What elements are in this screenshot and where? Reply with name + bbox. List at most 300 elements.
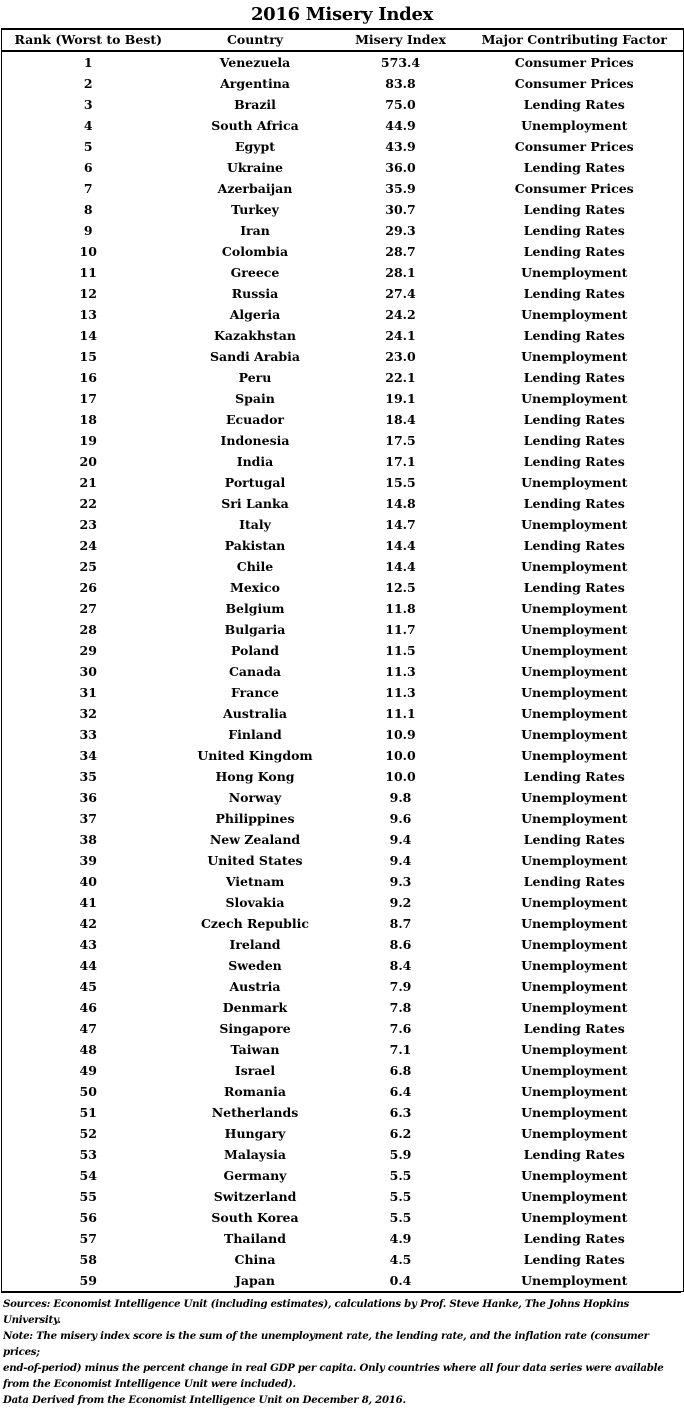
country-cell: Japan (175, 1270, 336, 1292)
country-cell: Bulgaria (224, 621, 286, 637)
misery-index-cell: 9.2 (389, 894, 412, 910)
contributing-factor-cell: Lending Rates (466, 199, 684, 220)
table-row (2, 766, 684, 787)
contributing-factor-cell: Unemployment (466, 1081, 684, 1102)
country-cell: Turkey (231, 201, 279, 217)
country-cell: Slovakia (225, 894, 285, 910)
country-cell: United Kingdom (197, 747, 313, 763)
contributing-factor-cell: Unemployment (466, 703, 684, 724)
rank-cell: 52 (2, 1123, 175, 1144)
contributing-factor-cell: Lending Rates (466, 367, 684, 388)
misery-index-cell: 8.7 (389, 915, 412, 931)
table-row (2, 388, 684, 409)
column-header-contributing-factor: Major Contributing Factor (466, 29, 684, 51)
misery-index-cell: 6.4 (389, 1083, 412, 1099)
misery-index-cell: 83.8 (385, 75, 416, 91)
country-cell: Indonesia (220, 432, 290, 448)
rank-cell: 56 (2, 1207, 175, 1228)
table-row (2, 1060, 684, 1081)
table-row (2, 493, 684, 514)
table-row (2, 556, 684, 577)
contributing-factor-cell: Lending Rates (466, 409, 684, 430)
misery-index-cell: 9.3 (389, 873, 412, 889)
table-row (2, 640, 684, 661)
contributing-factor-cell: Lending Rates (466, 829, 684, 850)
table-row (2, 472, 684, 493)
country-cell: Taiwan (230, 1041, 280, 1057)
rank-cell: 20 (2, 451, 175, 472)
table-row (2, 1228, 684, 1249)
contributing-factor-cell: Unemployment (466, 850, 684, 871)
country-cell: Canada (228, 663, 282, 679)
misery-index-cell: 43.9 (385, 138, 416, 154)
country-cell: South Korea (211, 1209, 299, 1225)
contributing-factor-cell: Unemployment (466, 1060, 684, 1081)
contributing-factor-cell: Lending Rates (466, 1249, 684, 1270)
rank-cell: 57 (2, 1228, 175, 1249)
table-row (2, 157, 684, 178)
misery-index-cell: 10.0 (385, 747, 416, 763)
rank-cell: 49 (2, 1060, 175, 1081)
country-cell: Finland (228, 726, 282, 742)
misery-index-table (1, 28, 684, 1292)
misery-index-cell: 18.4 (385, 411, 416, 427)
contributing-factor-cell: Unemployment (466, 1165, 684, 1186)
country-cell: Switzerland (213, 1188, 297, 1204)
table-body (2, 51, 684, 1292)
country-cell: Ukraine (226, 159, 284, 175)
rank-cell: 2 (2, 73, 175, 94)
misery-index-cell: 12.5 (385, 579, 416, 595)
misery-index-cell: 7.9 (389, 978, 412, 994)
rank-cell: 53 (2, 1144, 175, 1165)
country-cell: Portugal (224, 474, 286, 490)
contributing-factor-cell: Unemployment (466, 934, 684, 955)
contributing-factor-cell: Unemployment (466, 1270, 684, 1292)
table-row (2, 1018, 684, 1039)
misery-index-cell: 9.4 (389, 831, 412, 847)
contributing-factor-cell: Lending Rates (466, 1228, 684, 1249)
contributing-factor-cell: Unemployment (466, 955, 684, 976)
contributing-factor-cell: Lending Rates (466, 94, 684, 115)
misery-index-cell: 19.1 (385, 390, 416, 406)
misery-index-cell: 573.4 (380, 54, 421, 70)
rank-cell: 22 (2, 493, 175, 514)
misery-index-cell: 6.2 (389, 1125, 412, 1141)
rank-cell: 16 (2, 367, 175, 388)
table-row (2, 787, 684, 808)
country-cell: Malaysia (224, 1146, 286, 1162)
misery-index-cell: 9.4 (389, 852, 412, 868)
country-cell: Philippines (215, 810, 295, 826)
rank-cell: 31 (2, 682, 175, 703)
misery-index-cell: 22.1 (385, 369, 416, 385)
country-cell: Poland (230, 642, 280, 658)
contributing-factor-cell: Unemployment (466, 640, 684, 661)
country-cell: Hong Kong (215, 768, 295, 784)
contributing-factor-cell: Unemployment (466, 472, 684, 493)
rank-cell: 36 (2, 787, 175, 808)
rank-cell: 24 (2, 535, 175, 556)
misery-index-cell: 11.8 (385, 600, 416, 616)
contributing-factor-cell: Unemployment (466, 388, 684, 409)
table-row (2, 682, 684, 703)
contributing-factor-cell: Unemployment (466, 514, 684, 535)
country-cell: Netherlands (211, 1104, 299, 1120)
misery-index-cell: 9.8 (389, 789, 412, 805)
contributing-factor-cell: Unemployment (466, 598, 684, 619)
table-row (2, 724, 684, 745)
country-cell: Ireland (229, 936, 281, 952)
table-row (2, 850, 684, 871)
table-row (2, 1081, 684, 1102)
table-header-row (2, 29, 684, 51)
column-header-rank: Rank (Worst to Best) (2, 29, 175, 51)
country-cell: Sri Lanka (221, 495, 289, 511)
contributing-factor-cell: Unemployment (466, 1123, 684, 1144)
table-row (2, 829, 684, 850)
table-row (2, 1207, 684, 1228)
contributing-factor-cell: Unemployment (466, 997, 684, 1018)
misery-index-cell: 5.5 (389, 1167, 412, 1183)
table-row (2, 1144, 684, 1165)
methodology-note-line-3: from the Economist Intelligence Unit were included). (3, 1378, 296, 1390)
table-row (2, 598, 684, 619)
table-row (2, 73, 684, 94)
country-cell: Romania (224, 1083, 286, 1099)
misery-index-cell: 4.9 (389, 1230, 412, 1246)
rank-cell: 10 (2, 241, 175, 262)
country-cell: Pakistan (224, 537, 286, 553)
contributing-factor-cell: Lending Rates (466, 1018, 684, 1039)
contributing-factor-cell: Consumer Prices (466, 73, 684, 94)
contributing-factor-cell: Lending Rates (466, 766, 684, 787)
contributing-factor-cell: Unemployment (466, 808, 684, 829)
country-cell: Greece (230, 264, 280, 280)
country-cell: Germany (223, 1167, 287, 1183)
rank-cell: 58 (2, 1249, 175, 1270)
sources-note: Sources: Economist Intelligence Unit (including estimates), calculations by Prof. Steve Hanke, The Johns Hopkins University. (3, 1298, 629, 1326)
rank-cell: 34 (2, 745, 175, 766)
misery-index-cell: 11.5 (385, 642, 416, 658)
rank-cell: 12 (2, 283, 175, 304)
misery-index-cell: 29.3 (385, 222, 416, 238)
rank-cell: 26 (2, 577, 175, 598)
table-row (2, 115, 684, 136)
table-row (2, 934, 684, 955)
table-row (2, 241, 684, 262)
rank-cell: 23 (2, 514, 175, 535)
country-cell: India (236, 453, 274, 469)
country-cell: Argentina (220, 75, 290, 91)
table-row (2, 892, 684, 913)
misery-index-cell: 24.2 (385, 306, 416, 322)
rank-cell: 27 (2, 598, 175, 619)
rank-cell: 13 (2, 304, 175, 325)
rank-cell: 18 (2, 409, 175, 430)
contributing-factor-cell: Lending Rates (466, 283, 684, 304)
contributing-factor-cell: Lending Rates (466, 535, 684, 556)
country-cell: New Zealand (209, 831, 301, 847)
rank-cell: 35 (2, 766, 175, 787)
misery-index-cell: 15.5 (385, 474, 416, 490)
rank-cell: 37 (2, 808, 175, 829)
contributing-factor-cell: Lending Rates (466, 577, 684, 598)
rank-cell: 14 (2, 325, 175, 346)
country-cell: Colombia (221, 243, 289, 259)
rank-cell: 40 (2, 871, 175, 892)
methodology-note-line-2: end-of-period) minus the percent change in real GDP per capita. Only countries where all four data series were available (3, 1362, 664, 1374)
country-cell: Norway (228, 789, 282, 805)
table-row (2, 808, 684, 829)
misery-index-cell: 11.3 (385, 684, 416, 700)
misery-index-cell: 27.4 (385, 285, 416, 301)
contributing-factor-cell: Unemployment (466, 745, 684, 766)
rank-cell: 55 (2, 1186, 175, 1207)
table-row (2, 367, 684, 388)
country-cell: Russia (231, 285, 279, 301)
rank-cell: 51 (2, 1102, 175, 1123)
country-cell: South Africa (211, 117, 299, 133)
misery-index-cell: 0.4 (336, 1270, 466, 1292)
rank-cell: 45 (2, 976, 175, 997)
table-row (2, 304, 684, 325)
misery-index-cell: 28.7 (385, 243, 416, 259)
contributing-factor-cell: Lending Rates (466, 430, 684, 451)
rank-cell: 6 (2, 157, 175, 178)
country-cell: Singapore (219, 1020, 291, 1036)
misery-index-cell: 44.9 (385, 117, 416, 133)
misery-index-cell: 17.5 (385, 432, 416, 448)
country-cell: Iran (240, 222, 270, 238)
misery-index-cell: 14.4 (385, 558, 416, 574)
table-row (2, 136, 684, 157)
table-row (2, 178, 684, 199)
country-cell: Australia (223, 705, 287, 721)
table-row (2, 514, 684, 535)
misery-index-cell: 4.5 (389, 1251, 412, 1267)
rank-cell: 5 (2, 136, 175, 157)
misery-index-cell: 6.3 (389, 1104, 412, 1120)
misery-index-cell: 36.0 (385, 159, 416, 175)
rank-cell: 41 (2, 892, 175, 913)
country-cell: Brazil (234, 96, 276, 112)
table-row (2, 661, 684, 682)
table-row (2, 199, 684, 220)
misery-index-cell: 9.6 (389, 810, 412, 826)
country-cell: Belgium (225, 600, 285, 616)
misery-index-cell: 7.1 (389, 1041, 412, 1057)
contributing-factor-cell: Unemployment (466, 556, 684, 577)
rank-cell: 38 (2, 829, 175, 850)
page-title: 2016 Misery Index (250, 4, 434, 25)
table-row (2, 430, 684, 451)
misery-index-cell: 10.0 (385, 768, 416, 784)
table-row (2, 535, 684, 556)
contributing-factor-cell: Unemployment (466, 262, 684, 283)
misery-index-cell: 7.6 (389, 1020, 412, 1036)
table-row (2, 913, 684, 934)
table-row (2, 745, 684, 766)
rank-cell: 3 (2, 94, 175, 115)
table-row (2, 262, 684, 283)
table-row (2, 325, 684, 346)
contributing-factor-cell: Unemployment (466, 1207, 684, 1228)
table-row (2, 94, 684, 115)
contributing-factor-cell: Consumer Prices (466, 51, 684, 73)
rank-cell: 7 (2, 178, 175, 199)
rank-cell: 48 (2, 1039, 175, 1060)
country-cell: China (234, 1251, 276, 1267)
table-row (2, 1039, 684, 1060)
contributing-factor-cell: Consumer Prices (466, 178, 684, 199)
rank-cell: 28 (2, 619, 175, 640)
table-row (2, 346, 684, 367)
country-cell: Austria (229, 978, 281, 994)
contributing-factor-cell: Lending Rates (466, 1144, 684, 1165)
country-cell: United States (207, 852, 303, 868)
misery-index-cell: 35.9 (385, 180, 416, 196)
misery-index-cell: 10.9 (385, 726, 416, 742)
table-row (2, 409, 684, 430)
country-cell: Azerbaijan (217, 180, 293, 196)
table-row (2, 577, 684, 598)
contributing-factor-cell: Unemployment (466, 892, 684, 913)
contributing-factor-cell: Lending Rates (466, 157, 684, 178)
country-cell: Denmark (222, 999, 288, 1015)
country-cell: Egypt (234, 138, 276, 154)
country-cell: Spain (235, 390, 275, 406)
contributing-factor-cell: Lending Rates (466, 493, 684, 514)
column-header-country: Country (175, 29, 336, 51)
misery-index-cell: 14.4 (385, 537, 416, 553)
contributing-factor-cell: Unemployment (466, 1102, 684, 1123)
misery-index-cell: 5.9 (389, 1146, 412, 1162)
contributing-factor-cell: Unemployment (466, 913, 684, 934)
country-cell: Vietnam (225, 873, 285, 889)
misery-index-cell: 7.8 (389, 999, 412, 1015)
country-cell: Sweden (228, 957, 282, 973)
misery-index-cell: 11.1 (385, 705, 416, 721)
country-cell: Sandi Arabia (209, 348, 301, 364)
misery-index-cell: 30.7 (385, 201, 416, 217)
table-row (2, 1102, 684, 1123)
table-row (2, 1186, 684, 1207)
rank-cell: 8 (2, 199, 175, 220)
table-row (2, 619, 684, 640)
rank-cell: 32 (2, 703, 175, 724)
contributing-factor-cell: Unemployment (466, 661, 684, 682)
misery-index-cell: 23.0 (385, 348, 416, 364)
table-row (2, 1270, 684, 1292)
rank-cell: 39 (2, 850, 175, 871)
rank-cell: 30 (2, 661, 175, 682)
rank-cell: 54 (2, 1165, 175, 1186)
methodology-note-line-1: Note: The misery index score is the sum of the unemployment rate, the lending rate, and the inflation rate (consumer prices; (3, 1330, 649, 1358)
rank-cell: 59 (2, 1270, 175, 1292)
rank-cell: 11 (2, 262, 175, 283)
misery-index-cell: 8.4 (389, 957, 412, 973)
table-row (2, 220, 684, 241)
country-cell: Kazakhstan (214, 327, 296, 343)
misery-index-cell: 75.0 (385, 96, 416, 112)
misery-index-cell: 5.5 (389, 1188, 412, 1204)
contributing-factor-cell: Unemployment (466, 619, 684, 640)
misery-index-cell: 6.8 (389, 1062, 412, 1078)
rank-cell: 29 (2, 640, 175, 661)
country-cell: Ecuador (226, 411, 284, 427)
contributing-factor-cell: Unemployment (466, 115, 684, 136)
rank-cell: 42 (2, 913, 175, 934)
rank-cell: 50 (2, 1081, 175, 1102)
contributing-factor-cell: Unemployment (466, 1186, 684, 1207)
table-row (2, 871, 684, 892)
table-row (2, 1165, 684, 1186)
table-row (2, 451, 684, 472)
rank-cell: 33 (2, 724, 175, 745)
contributing-factor-cell: Lending Rates (466, 241, 684, 262)
contributing-factor-cell: Unemployment (466, 976, 684, 997)
misery-index-cell: 14.8 (385, 495, 416, 511)
misery-index-cell: 8.6 (389, 936, 412, 952)
table-row (2, 997, 684, 1018)
contributing-factor-cell: Unemployment (466, 1039, 684, 1060)
rank-cell: 19 (2, 430, 175, 451)
table-row (2, 51, 684, 73)
country-cell: Italy (239, 516, 271, 532)
rank-cell: 21 (2, 472, 175, 493)
rank-cell: 43 (2, 934, 175, 955)
contributing-factor-cell: Lending Rates (466, 220, 684, 241)
rank-cell: 15 (2, 346, 175, 367)
table-row (2, 283, 684, 304)
misery-index-cell: 17.1 (385, 453, 416, 469)
contributing-factor-cell: Unemployment (466, 787, 684, 808)
rank-cell: 47 (2, 1018, 175, 1039)
country-cell: Thailand (224, 1230, 286, 1246)
rank-cell: 46 (2, 997, 175, 1018)
table-row (2, 955, 684, 976)
country-cell: Israel (234, 1062, 276, 1078)
contributing-factor-cell: Lending Rates (466, 871, 684, 892)
country-cell: Chile (236, 558, 274, 574)
misery-index-cell: 24.1 (385, 327, 416, 343)
rank-cell: 4 (2, 115, 175, 136)
country-cell: Hungary (224, 1125, 286, 1141)
country-cell: Peru (238, 369, 272, 385)
data-derived-note: Data Derived from the Economist Intelligence Unit on December 8, 2016. (3, 1394, 406, 1406)
column-header-misery-index: Misery Index (336, 29, 466, 51)
country-cell: Czech Republic (200, 915, 310, 931)
rank-cell: 9 (2, 220, 175, 241)
contributing-factor-cell: Unemployment (466, 346, 684, 367)
rank-cell: 44 (2, 955, 175, 976)
misery-index-cell: 5.5 (389, 1209, 412, 1225)
contributing-factor-cell: Lending Rates (466, 451, 684, 472)
misery-index-cell: 28.1 (385, 264, 416, 280)
country-cell: France (231, 684, 279, 700)
table-row (2, 976, 684, 997)
country-cell: Algeria (229, 306, 281, 322)
table-row (2, 1123, 684, 1144)
contributing-factor-cell: Lending Rates (466, 325, 684, 346)
rank-cell: 17 (2, 388, 175, 409)
table-row (2, 1249, 684, 1270)
country-cell: Venezuela (219, 54, 291, 70)
contributing-factor-cell: Consumer Prices (466, 136, 684, 157)
table-row (2, 703, 684, 724)
misery-index-cell: 11.7 (385, 621, 416, 637)
